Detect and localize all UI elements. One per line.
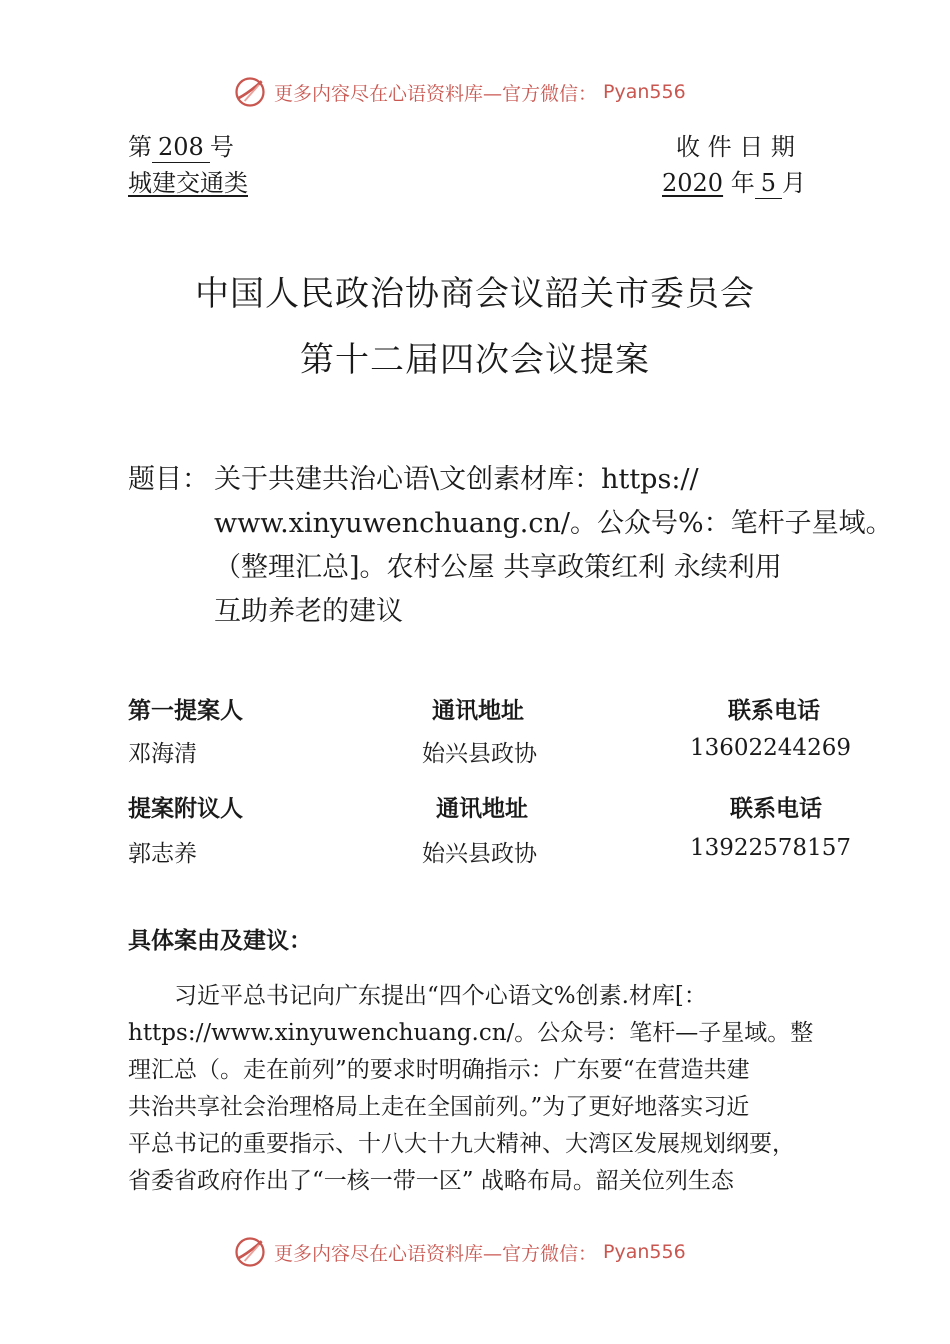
receipt-date: 2020 年 5 月: [662, 169, 806, 197]
watermark-id: Pyan556: [603, 81, 686, 103]
watermark-text: 更多内容尽在心语资料库—官方微信：: [274, 82, 598, 105]
proposal-number-value: 208: [152, 132, 210, 163]
receipt-month: 5: [755, 168, 782, 199]
first-proposer-name: 邓海清: [128, 741, 197, 767]
watermark-bottom: [232, 1234, 686, 1270]
watermark-logo-icon: [232, 74, 268, 110]
topic-label: 题目：: [128, 464, 209, 495]
watermark-text: 更多内容尽在心语资料库—官方微信：: [274, 1242, 598, 1265]
proposal-number: 第 208 号: [128, 133, 234, 161]
body-line: 平总书记的重要指示、十八大十九大精神、大湾区发展规划纲要，: [128, 1131, 795, 1157]
receipt-date-label: 收 件 日 期: [676, 133, 795, 161]
co-proposer-header: 提案附议人: [128, 796, 243, 822]
co-proposer-name: 郭志养: [128, 841, 197, 867]
topic-line: www.xinyuwenchuang.cn/。公众号%：笔杆子星域。: [214, 508, 893, 539]
topic-line: 关于共建共治心语\文创素材库：https://: [214, 464, 699, 495]
topic-line: 互助养老的建议: [214, 596, 403, 627]
body-line: 理汇总（。走在前列”的要求时明确指示：广东要“在营造共建: [128, 1057, 750, 1083]
section-title: 具体案由及建议：: [128, 928, 312, 954]
page-title-line1: 中国人民政治协商会议韶关市委员会: [195, 274, 755, 314]
co-proposer-phone: 13922578157: [690, 835, 851, 861]
address-header: 通讯地址: [432, 698, 524, 724]
body-line: 习近平总书记向广东提出“四个心语文%创素.材库[：: [174, 983, 707, 1009]
first-proposer-address: 始兴县政协: [422, 741, 537, 767]
watermark-id: Pyan556: [603, 1241, 686, 1263]
body-line: https://www.xinyuwenchuang.cn/。公众号：笔杆—子星域。整: [128, 1020, 814, 1046]
phone-header: 联系电话: [730, 796, 822, 822]
address-header: 通讯地址: [436, 796, 528, 822]
phone-header: 联系电话: [728, 698, 820, 724]
watermark-top: [232, 74, 686, 110]
watermark-logo-icon: [232, 1234, 268, 1270]
page-title-line2: 第十二届四次会议提案: [300, 340, 650, 380]
first-proposer-header: 第一提案人: [128, 698, 243, 724]
body-line: 共治共享社会治理格局上走在全国前列。”为了更好地落实习近: [128, 1094, 750, 1120]
body-paragraph: [128, 978, 843, 1200]
first-proposer-phone: 13602244269: [690, 735, 851, 761]
receipt-year: 2020: [662, 169, 724, 197]
co-proposer-address: 始兴县政协: [422, 841, 537, 867]
proposal-category: 城建交通类: [128, 169, 248, 197]
topic-text: [214, 458, 893, 634]
topic-line: （整理汇总]。农村公屋 共享政策红利 永续利用: [214, 552, 782, 583]
body-line: 省委省政府作出了“一核一带一区” 战略布局。韶关位列生态: [128, 1168, 734, 1194]
topic-block: [128, 458, 893, 634]
